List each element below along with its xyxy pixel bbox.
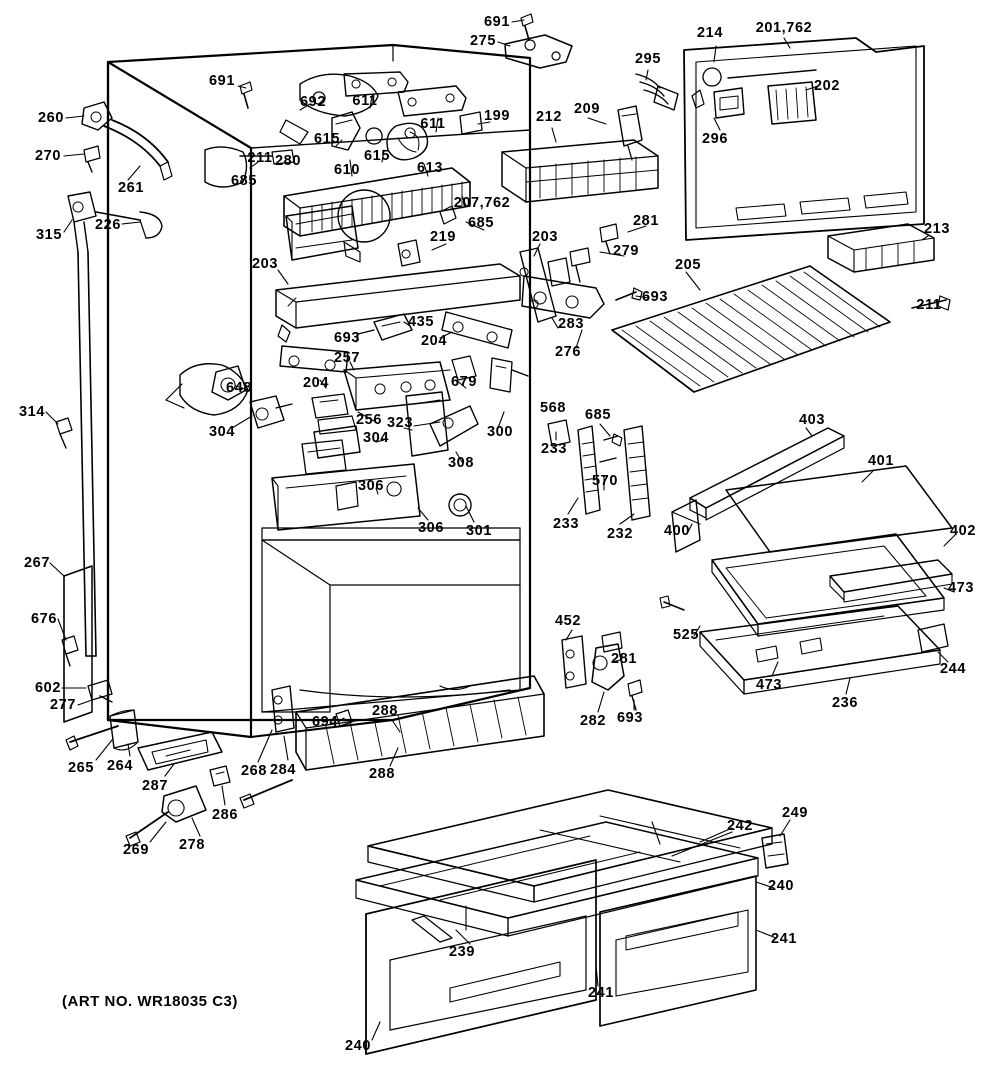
callout-number: 679 (451, 373, 477, 390)
callout-number: 256 (356, 411, 382, 428)
callout-number: 264 (107, 757, 133, 774)
evaporator-assembly (284, 168, 470, 266)
callout-number: 257 (334, 349, 360, 366)
callout-number: 281 (633, 212, 659, 229)
art-number-label: (ART NO. WR18035 C3) (62, 993, 238, 1010)
callout-number: 295 (635, 50, 661, 67)
callout-number: 611 (420, 115, 446, 132)
callout-number: 615 (364, 147, 390, 164)
callout-number: 242 (727, 817, 753, 834)
rear-access-panel (618, 38, 924, 240)
left-side-parts (56, 102, 172, 722)
drawer-assembly (356, 790, 788, 1054)
callout-number: 249 (782, 804, 808, 821)
callout-number: 219 (430, 228, 456, 245)
callout-number: 403 (799, 411, 825, 428)
callout-number: 244 (940, 660, 966, 677)
leader-lines (46, 20, 956, 1040)
callout-number: 278 (179, 836, 205, 853)
callout-number: 314 (19, 403, 45, 420)
callout-number: 692 (300, 93, 326, 110)
condenser-rack (502, 140, 658, 202)
callout-number: 525 (673, 626, 699, 643)
callout-number: 288 (372, 702, 398, 719)
callout-number: 401 (868, 452, 894, 469)
callout-number: 233 (541, 440, 567, 457)
callout-number: 275 (470, 32, 496, 49)
callout-number: 214 (697, 24, 723, 41)
callout-number: 691 (209, 72, 235, 89)
callout-number: 693 (617, 709, 643, 726)
callout-number: 204 (421, 332, 447, 349)
callout-number: 201,762 (755, 19, 813, 36)
callout-number: 268 (241, 762, 267, 779)
bottom-grille (296, 632, 642, 770)
callout-number: 308 (448, 454, 474, 471)
callout-number: 286 (212, 806, 238, 823)
small-grid-213 (828, 224, 934, 272)
callout-number: 211 (916, 296, 942, 313)
callout-number: 296 (702, 130, 728, 147)
callout-number: 685 (231, 172, 257, 189)
callout-number: 306 (418, 519, 444, 536)
callout-number: 267 (24, 554, 50, 571)
callout-number: 269 (123, 841, 149, 858)
callout-number: 304 (363, 429, 389, 446)
callout-number: 300 (487, 423, 513, 440)
callout-number: 239 (449, 943, 475, 960)
callout-number: 270 (35, 147, 61, 164)
cabinet-shell (108, 45, 530, 737)
callout-number: 676 (31, 610, 57, 627)
callout-number: 452 (555, 612, 581, 629)
callout-number: 233 (553, 515, 579, 532)
callout-number: 693 (334, 329, 360, 346)
callout-number: 276 (555, 343, 581, 360)
callout-number: 280 (275, 152, 301, 169)
callout-number: 277 (50, 696, 76, 713)
callout-number: 691 (484, 13, 510, 30)
callout-number: 281 (611, 650, 637, 667)
callout-number: 213 (924, 220, 950, 237)
callout-number: 435 (408, 313, 434, 330)
callout-number: 306 (358, 477, 384, 494)
callout-number: 212 (536, 108, 562, 125)
callout-number: 648 (226, 379, 252, 396)
callout-number: 304 (209, 423, 235, 440)
callout-number: 685 (585, 406, 611, 423)
callout-number: 610 (334, 161, 360, 178)
callout-number: 203 (532, 228, 558, 245)
callout-number: 211 (247, 149, 273, 166)
callout-number: 400 (664, 522, 690, 539)
callout-number: 570 (592, 472, 618, 489)
callout-number: 226 (95, 216, 121, 233)
callout-number: 283 (558, 315, 584, 332)
callout-number: 694 (312, 713, 338, 730)
callout-number: 205 (675, 256, 701, 273)
crisper-cover-assembly (660, 428, 952, 694)
callout-number: 568 (540, 399, 566, 416)
callout-number: 240 (768, 877, 794, 894)
callout-number: 199 (484, 107, 510, 124)
callout-number: 203 (252, 255, 278, 272)
callout-number: 315 (36, 226, 62, 243)
callout-number: 287 (142, 777, 168, 794)
callout-number: 265 (68, 759, 94, 776)
callout-number: 301 (466, 522, 492, 539)
callout-number: 611 (352, 92, 378, 109)
callout-number: 204 (303, 374, 329, 391)
callout-number: 693 (642, 288, 668, 305)
callout-number: 236 (832, 694, 858, 711)
callout-number: 323 (387, 414, 413, 431)
callout-number: 260 (38, 109, 64, 126)
callout-number: 232 (607, 525, 633, 542)
callout-number: 240 (345, 1037, 371, 1054)
wire-shelf-205 (612, 266, 950, 392)
callout-number: 279 (613, 242, 639, 259)
callout-number: 207,762 (453, 194, 511, 211)
callout-number: 209 (574, 100, 600, 117)
callout-number: 473 (948, 579, 974, 596)
callout-number: 241 (588, 984, 614, 1001)
callout-number: 261 (118, 179, 144, 196)
callout-number: 685 (468, 214, 494, 231)
callout-number: 282 (580, 712, 606, 729)
callout-number: 402 (950, 522, 976, 539)
callout-number: 241 (771, 930, 797, 947)
callout-number: 202 (814, 77, 840, 94)
callout-number: 473 (756, 676, 782, 693)
callout-number: 284 (270, 761, 296, 778)
callout-number: 288 (369, 765, 395, 782)
callout-number: 602 (35, 679, 61, 696)
top-compartment-parts (240, 14, 572, 164)
callout-number: 615 (314, 130, 340, 147)
callout-number: 613 (417, 159, 443, 176)
